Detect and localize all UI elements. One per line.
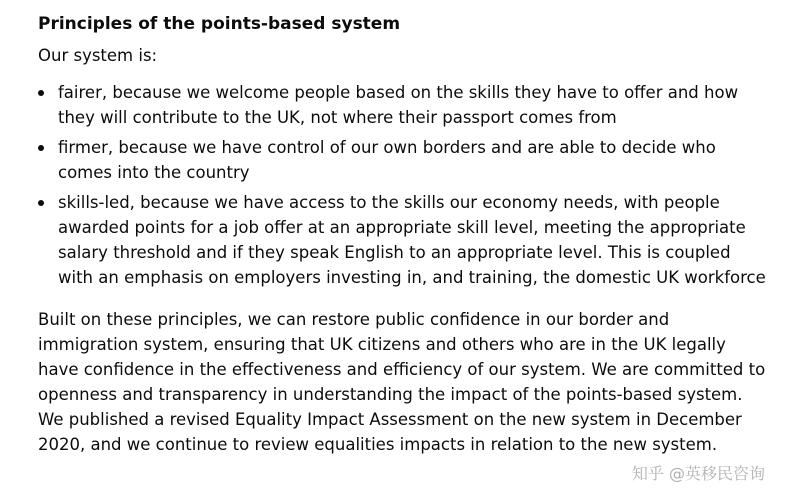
body-paragraph: Built on these principles, we can restore public confidence in our border and immigration system, ensuring that UK citizens and others who are in the UK legally have confidence in the effectiveness and efficiency of our system. We are committed to openness and transparency in understanding the impact of the points-based system. We published a revised Equality Impact Assessment on the new system in December 2020, and we continue to review equalities impacts in relation to the new system. — [38, 310, 766, 454]
intro-text: Our system is: — [38, 46, 158, 65]
list-item — [38, 80, 768, 130]
document-content — [38, 12, 768, 457]
bullet-dot — [38, 200, 44, 206]
list-item-text: firmer, because we have control of our own borders and are able to decide who comes into the country — [58, 138, 716, 182]
list-item — [38, 190, 768, 290]
bullet-dot — [38, 145, 44, 151]
principles-list — [38, 80, 768, 290]
bullet-dot — [38, 90, 44, 96]
list-item-text: fairer, because we welcome people based on the skills they have to offer and how they will contribute to the UK, not where their passport comes from — [58, 83, 739, 127]
list-item — [38, 135, 768, 185]
watermark: 知乎 @英移民咨询 — [631, 464, 765, 483]
section-heading: Principles of the points-based system — [38, 14, 401, 34]
list-item-text: skills-led, because we have access to the skills our economy needs, with people awarded points for a job offer at an appropriate skill level, meeting the appropriate salary threshold and if they speak English to an appropriate level. This is coupled with an emphasis on employers investing in, and training, the domestic UK workforce — [58, 193, 766, 287]
